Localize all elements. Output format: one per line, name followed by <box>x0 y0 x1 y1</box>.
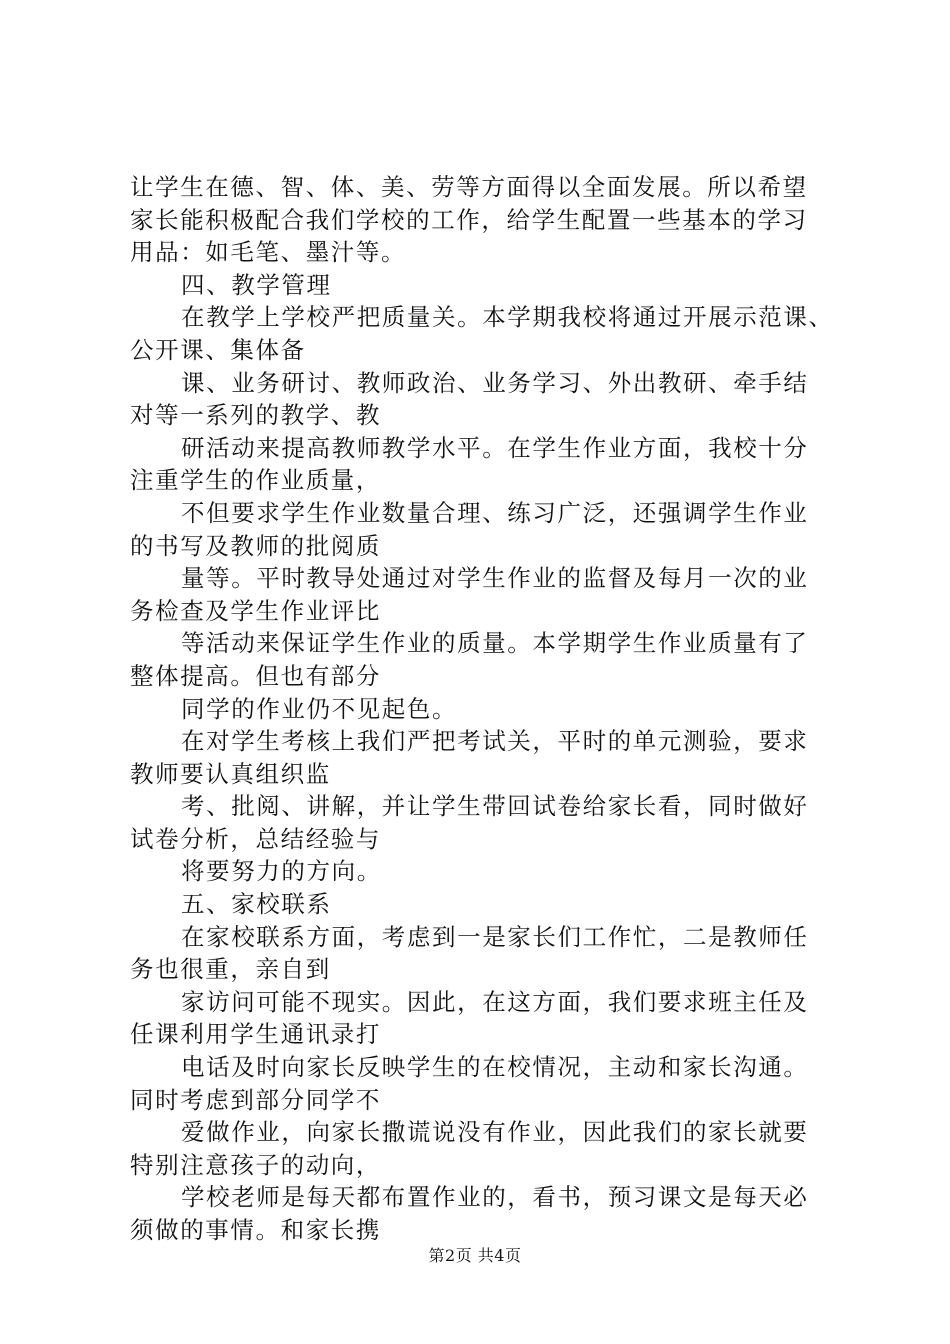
text-line: 务也很重，亲自到 <box>130 955 331 984</box>
text-line: 等活动来保证学生作业的质量。本学期学生作业质量有了 <box>181 629 809 658</box>
text-line: 用品：如毛笔、墨汁等。 <box>130 238 407 267</box>
text-line: 的书写及教师的批阅质 <box>130 531 381 560</box>
text-line: 在对学生考核上我们严把考试关，平时的单元测验，要求 <box>181 727 809 756</box>
text-line: 五、家校联系 <box>181 890 332 919</box>
text-line: 学校老师是每天都布置作业的，看书，预习课文是每天必 <box>181 1183 809 1212</box>
text-line: 任课利用学生通讯录打 <box>130 1020 381 1049</box>
text-line: 将要努力的方向。 <box>181 857 382 886</box>
text-line: 爱做作业，向家长撒谎说没有作业，因此我们的家长就要 <box>181 1118 809 1147</box>
text-line: 同学的作业仍不见起色。 <box>181 694 458 723</box>
text-line: 电话及时向家长反映学生的在校情况，主动和家长沟通。 <box>181 1053 809 1082</box>
text-line: 注重学生的作业质量， <box>130 466 381 495</box>
text-line: 教师要认真组织监 <box>130 759 331 788</box>
text-line: 在教学上学校严把质量关。本学期我校将通过开展示范课、 <box>181 303 834 332</box>
text-line: 特别注意孩子的动向， <box>130 1150 381 1179</box>
text-line: 考、批阅、讲解，并让学生带回试卷给家长看，同时做好 <box>181 792 809 821</box>
text-line: 让学生在德、智、体、美、劳等方面得以全面发展。所以希望 <box>130 173 808 201</box>
document-body <box>130 171 840 1247</box>
text-line: 整体提高。但也有部分 <box>130 661 381 690</box>
page-footer: 第2页 共4页 <box>428 1246 522 1265</box>
text-line: 对等一系列的教学、教 <box>130 401 381 430</box>
text-line: 务检查及学生作业评比 <box>130 596 381 625</box>
text-line: 试卷分析，总结经验与 <box>130 824 381 853</box>
text-line: 家访问可能不现实。因此，在这方面，我们要求班主任及 <box>181 987 809 1016</box>
text-line: 家长能积极配合我们学校的工作，给学生配置一些基本的学习 <box>130 205 808 234</box>
text-line: 须做的事情。和家长携 <box>130 1216 381 1244</box>
text-line: 公开课、集体备 <box>130 335 306 364</box>
text-line: 同时考虑到部分同学不 <box>130 1085 381 1114</box>
text-line: 课、业务研讨、教师政治、业务学习、外出教研、牵手结 <box>181 368 809 397</box>
text-line: 四、教学管理 <box>181 270 332 299</box>
text-line: 研活动来提高教师教学水平。在学生作业方面，我校十分 <box>181 433 809 462</box>
text-line: 在家校联系方面，考虑到一是家长们工作忙，二是教师任 <box>181 922 809 951</box>
text-line: 量等。平时教导处通过对学生作业的监督及每月一次的业 <box>181 564 809 593</box>
text-line: 不但要求学生作业数量合理、练习广泛，还强调学生作业 <box>181 498 809 527</box>
